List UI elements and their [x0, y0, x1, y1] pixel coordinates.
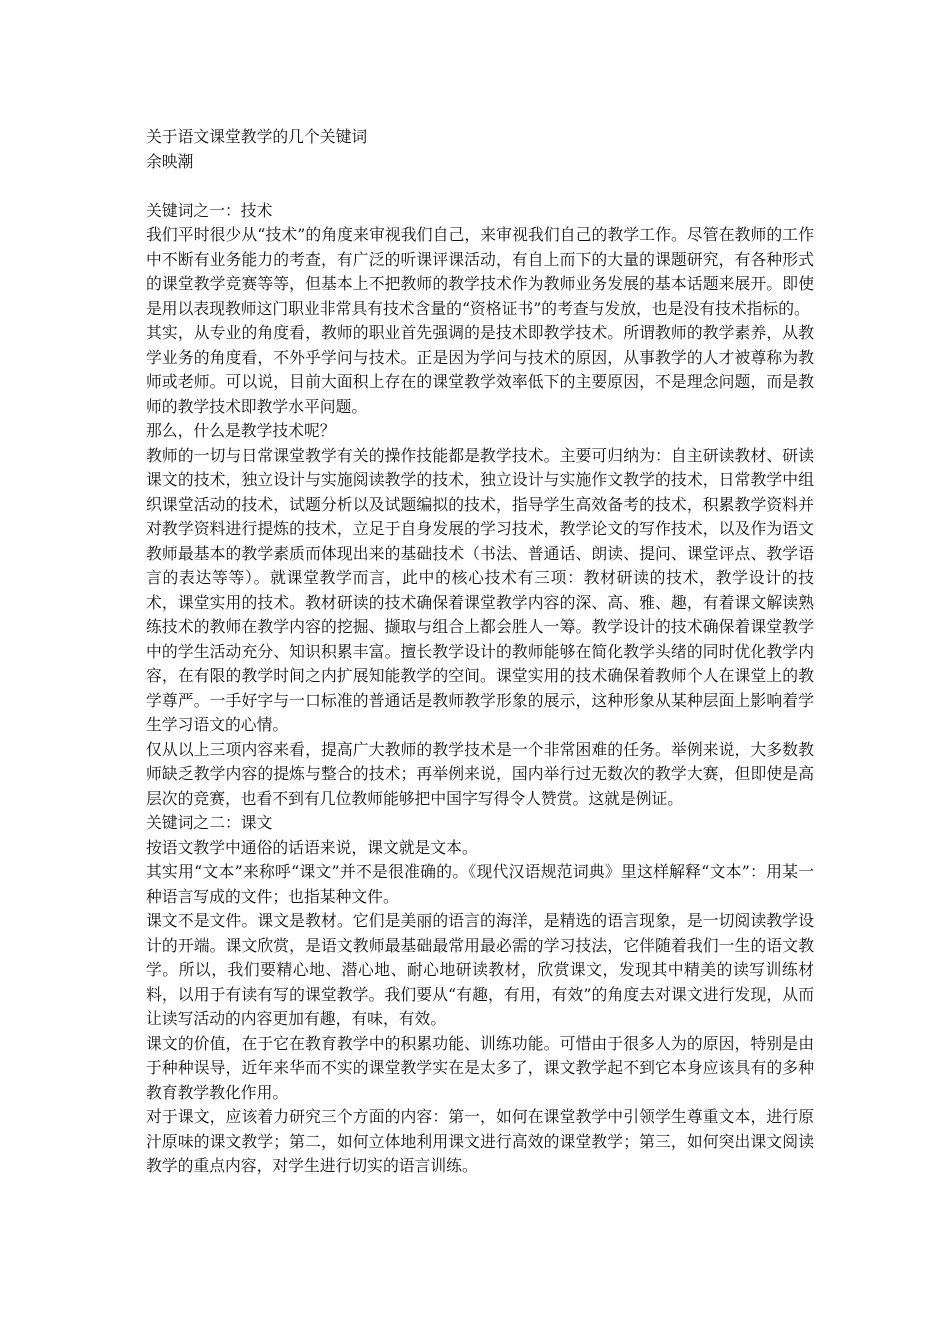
paragraph: 对于课文，应该着力研究三个方面的内容：第一，如何在课堂教学中引领学生尊重文本，进行原汁原味的课文教学；第二，如何立体地利用课文进行高效的课堂教学；第三，如何突出课文阅读教学的重点内容，对学生进行切实的语言训练。 — [146, 1107, 814, 1175]
paragraph: 那么，什么是教学技术呢？ — [146, 421, 336, 440]
paragraph: 教师的一切与日常课堂教学有关的操作技能都是教学技术。主要可归纳为：自主研读教材、研读课文的技术，独立设计与实施阅读教学的技术，独立设计与实施作文教学的技术，日常教学中组织课堂活动的技术，试题分析以及试题编拟的技术，指导学生高效备考的技术，积累教学资料并对教学资料进行提炼的技术，立足于自身发展的学习技术，教学论文的写作技术，以及作为语文教师最基本的教学素质而体现出来的基础技术（书法、普通话、朗读、提问、课堂评点、教学语言的表达等等）。就课堂教学而言，此中的核心技术有三项：教材研读的技术，教学设计的技术，课堂实用的技术。教材研读的技术确保着课堂教学内容的深、高、雅、趣，有着课文解读熟练技术的教师在教学内容的挖掘、撷取与组合上都会胜人一筹。教学设计的技术确保着课堂教学中的学生活动充分、知识积累丰富。擅长教学设计的教师能够在简化教学头绪的同时优化教学内容，在有限的教学时间之内扩展知能教学的空间。课堂实用的技术确保着教师个人在课堂上的教学尊严。一手好字与一口标准的普通话是教师教学形象的展示，这种形象从某种层面上影响着学生学习语文的心情。 — [146, 445, 814, 734]
document-body — [146, 125, 814, 1179]
paragraph: 仅从以上三项内容来看，提高广大教师的教学技术是一个非常困难的任务。举例来说，大多数教师缺乏教学内容的提炼与整合的技术；再举例来说，国内举行过无数次的教学大赛，但即使是高层次的竞赛，也看不到有几位教师能够把中国字写得令人赞赏。这就是例证。 — [146, 739, 814, 808]
section-heading-text: 关键词之二：课文 — [146, 813, 273, 832]
document-author: 余映潮 — [146, 151, 194, 171]
paragraph: 课文的价值，在于它在教育教学中的积累功能、训练功能。可惜由于很多人为的原因，特别是由于种种误导，近年来华而不实的课堂教学实在是太多了，课文教学起不到它本身应该具有的多种教育教学教化作用。 — [146, 1033, 814, 1102]
paragraph: 其实，从专业的角度看，教师的职业首先强调的是技术即教学技术。所谓教师的教学素养，从教学业务的角度看，不外乎学问与技术。正是因为学问与技术的原因，从事教学的人才被尊称为教师或老师。可以说，目前大面积上存在的课堂教学效率低下的主要原因，不是理念问题，而是教师的教学技术即教学水平问题。 — [146, 323, 814, 416]
paragraph: 按语文教学中通俗的话语来说，课文就是文本。 — [146, 837, 478, 857]
section-heading-technique: 关键词之一：技术 — [146, 200, 273, 220]
paragraph: 其实用“文本”来称呼“课文”并不是很准确的。《现代汉语规范词典》里这样解释“文本”：用某一种语言写成的文件；也指某种文件。 — [146, 862, 814, 906]
document-title: 关于语文课堂教学的几个关键词 — [146, 127, 368, 146]
blank-line — [146, 174, 814, 199]
paragraph: 我们平时很少从“技术”的角度来审视我们自己，来审视我们自己的教学工作。尽管在教师的工作中不断有业务能力的考查，有广泛的听课评课活动，有自上而下的大量的课题研究，有各种形式的课堂教学竞赛等等，但基本上不把教师的教学技术作为教师业务发展的基本话题来展开。即使是用以表现教师这门职业非常具有技术含量的“资格证书”的考查与发放，也是没有技术指标的。 — [146, 225, 814, 318]
paragraph: 课文不是文件。课文是教材。它们是美丽的语言的海洋，是精选的语言现象，是一切阅读教学设计的开端。课文欣赏，是语文教师最基础最常用最必需的学习技法，它伴随着我们一生的语文教学。所以，我们要精心地、潜心地、耐心地研读教材，欣赏课文，发现其中精美的读写训练材料，以用于有读有写的课堂教学。我们要从“有趣，有用，有效”的角度去对课文进行发现，从而让读写活动的内容更加有趣，有味，有效。 — [146, 911, 814, 1028]
